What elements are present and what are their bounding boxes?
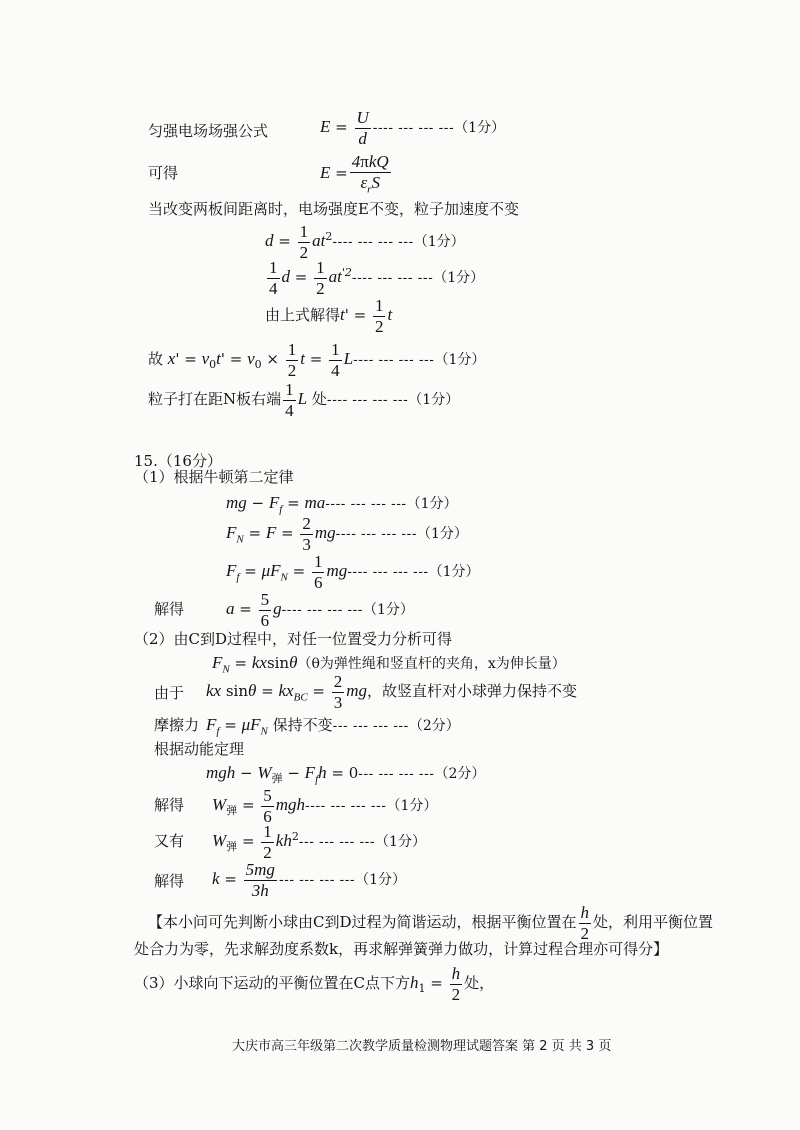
acceleration-result: a = $\frac{5}{6}$ g---- --- --- ---（1分）	[226, 590, 414, 630]
part-1-title: （1）根据牛顿第二定律	[134, 468, 294, 486]
score-points: （1分）	[363, 602, 414, 619]
score-points: （1分）	[417, 526, 468, 543]
score-points: （1分）	[413, 234, 465, 251]
score-points: （1分）	[406, 496, 458, 512]
quarter-distance-equation: $\frac{1}{4}$ d = $\frac{1}{2}$ $at^{'2}----$ --- --- ---（1分）	[269, 258, 485, 298]
normal-force-general: $F_N = kxsin\theta(\theta$为弹性绳和竖直杆的夹角，x为伸长量）	[212, 653, 566, 676]
friction-label: 摩擦力	[154, 716, 200, 734]
stiffness-result: k = $\frac{5mg}{3h}$ --- --- --- ---（1分）	[212, 860, 407, 900]
score-points: （2分）	[434, 766, 486, 782]
score-points: （1分）	[375, 834, 426, 851]
spring-work-equation: $W_弹$ = $\frac{1}{2}$ $kh^2---$ --- --- ---（1分）	[212, 822, 426, 862]
since-label: 由于	[154, 684, 185, 702]
alternative-method-note-line1: 【本小问可先判断小球由C到D过程为简谐运动，根据平衡位置在 $\frac{h}{2}$ 处，利用平衡位置	[148, 903, 714, 943]
friction-equation: $F_f = \mu F_N$ = $\frac{1}{6}$ mg---- --- --- ---（1分）	[226, 552, 480, 592]
field-formula-label: 匀强电场场强公式	[148, 122, 269, 140]
also-label: 又有	[154, 832, 185, 850]
score-dashes: ---- --- --- ---	[281, 603, 363, 619]
part-3-title: （3）小球向下运动的平衡位置在C点下方$h_1$ = $\frac{h}{2}$ 处，	[134, 964, 495, 1004]
friction-constant: $F_f = \mu F_N$ 保持不变--- --- --- ---（2分）	[206, 715, 460, 738]
score-dashes: --- --- --- ---	[332, 719, 409, 734]
solve-label: 由上式解得	[265, 306, 341, 325]
energy-equation: mgh − $W_弹 - F_fh = 0---$ --- --- ---（2分）	[206, 763, 486, 786]
score-dashes: ---- --- --- ---	[372, 121, 455, 137]
energy-theorem-title: 根据动能定理	[154, 740, 245, 758]
score-dashes: ---- --- --- ---	[347, 565, 429, 581]
page-footer: 大庆市高三年级第二次教学质量检测物理试题答案 第 2 页 共 3 页	[232, 1039, 612, 1054]
score-points: （1分）	[454, 120, 506, 137]
score-dashes: --- --- --- ---	[298, 835, 376, 851]
distance-equation: d = $\frac{1}{2}$ $at^2----$ --- --- ---（1分）	[265, 222, 465, 262]
landing-position: 粒子打在距N板右端 $\frac{1}{4}$ L 处---- --- --- ---（1分）	[148, 380, 460, 420]
constant-normal-force: kx $\sin\theta = kx_{BC}$ = $\frac{2}{3}$ mg，故竖直杆对小球弹力保持不变	[206, 672, 578, 712]
score-dashes: ---- --- --- ---	[353, 353, 435, 369]
time-solution: 由上式解得t' = $\frac{1}{2}$ t	[265, 296, 393, 336]
field-capacitor-formula: E = 4πkQ $\varepsilon_rS$	[320, 152, 389, 195]
score-points: （1分）	[433, 270, 485, 287]
alternative-method-note-line2: 处合力为零，先求解劲度系数k，再求解弹簧弹力做功，计算过程合理亦可得分】	[134, 940, 669, 958]
score-dashes: ---- --- --- ---	[305, 799, 387, 815]
score-dashes: --- --- --- ---	[358, 767, 435, 782]
score-dashes: ---- --- --- ---	[332, 235, 414, 251]
work-result: $W_弹$ = $\frac{5}{6}$ mgh---- --- --- ---（1分）	[212, 786, 438, 826]
score-points: （1分）	[428, 564, 480, 581]
solve-label-w: 解得	[154, 796, 185, 814]
therefore-label: 可得	[148, 164, 179, 182]
score-dashes: ---- --- --- ---	[326, 393, 409, 409]
field-unchanged-statement: 当改变两板间距离时，电场强度E不变，粒子加速度不变	[148, 200, 519, 218]
score-points: （2分）	[408, 718, 460, 734]
score-points: （1分）	[386, 798, 438, 815]
newton-equation: mg − $F_f = ma----$ --- --- ---（1分）	[226, 493, 458, 516]
score-points: （1分）	[355, 872, 407, 889]
score-dashes: ---- --- --- ---	[351, 271, 434, 287]
part-2-title: （2）由C到D过程中，对任一位置受力分析可得	[134, 630, 453, 648]
solve-label-a: 解得	[154, 600, 185, 618]
score-dashes: ---- --- --- ---	[335, 527, 418, 543]
score-dashes: ---- --- --- ---	[325, 497, 407, 512]
field-formula-line: E = $\frac{U}{d}$ ---- --- --- ---（1分）	[320, 108, 506, 148]
displacement-result: 故 $x' = v_0t' = v_0$ × $\frac{1}{2}$ t = $\frac{1}{4}$ L---- --- --- ---（1分）	[148, 340, 486, 380]
score-points: （1分）	[408, 392, 460, 409]
score-points: （1分）	[434, 352, 486, 369]
question-15-header: 15.（16分）	[134, 452, 222, 470]
solve-label-k: 解得	[154, 872, 185, 890]
normal-force-equation: $F_N = F$ = $\frac{2}{3}$ mg---- --- --- ---（1分）	[226, 514, 468, 554]
score-dashes: --- --- --- ---	[278, 873, 356, 889]
